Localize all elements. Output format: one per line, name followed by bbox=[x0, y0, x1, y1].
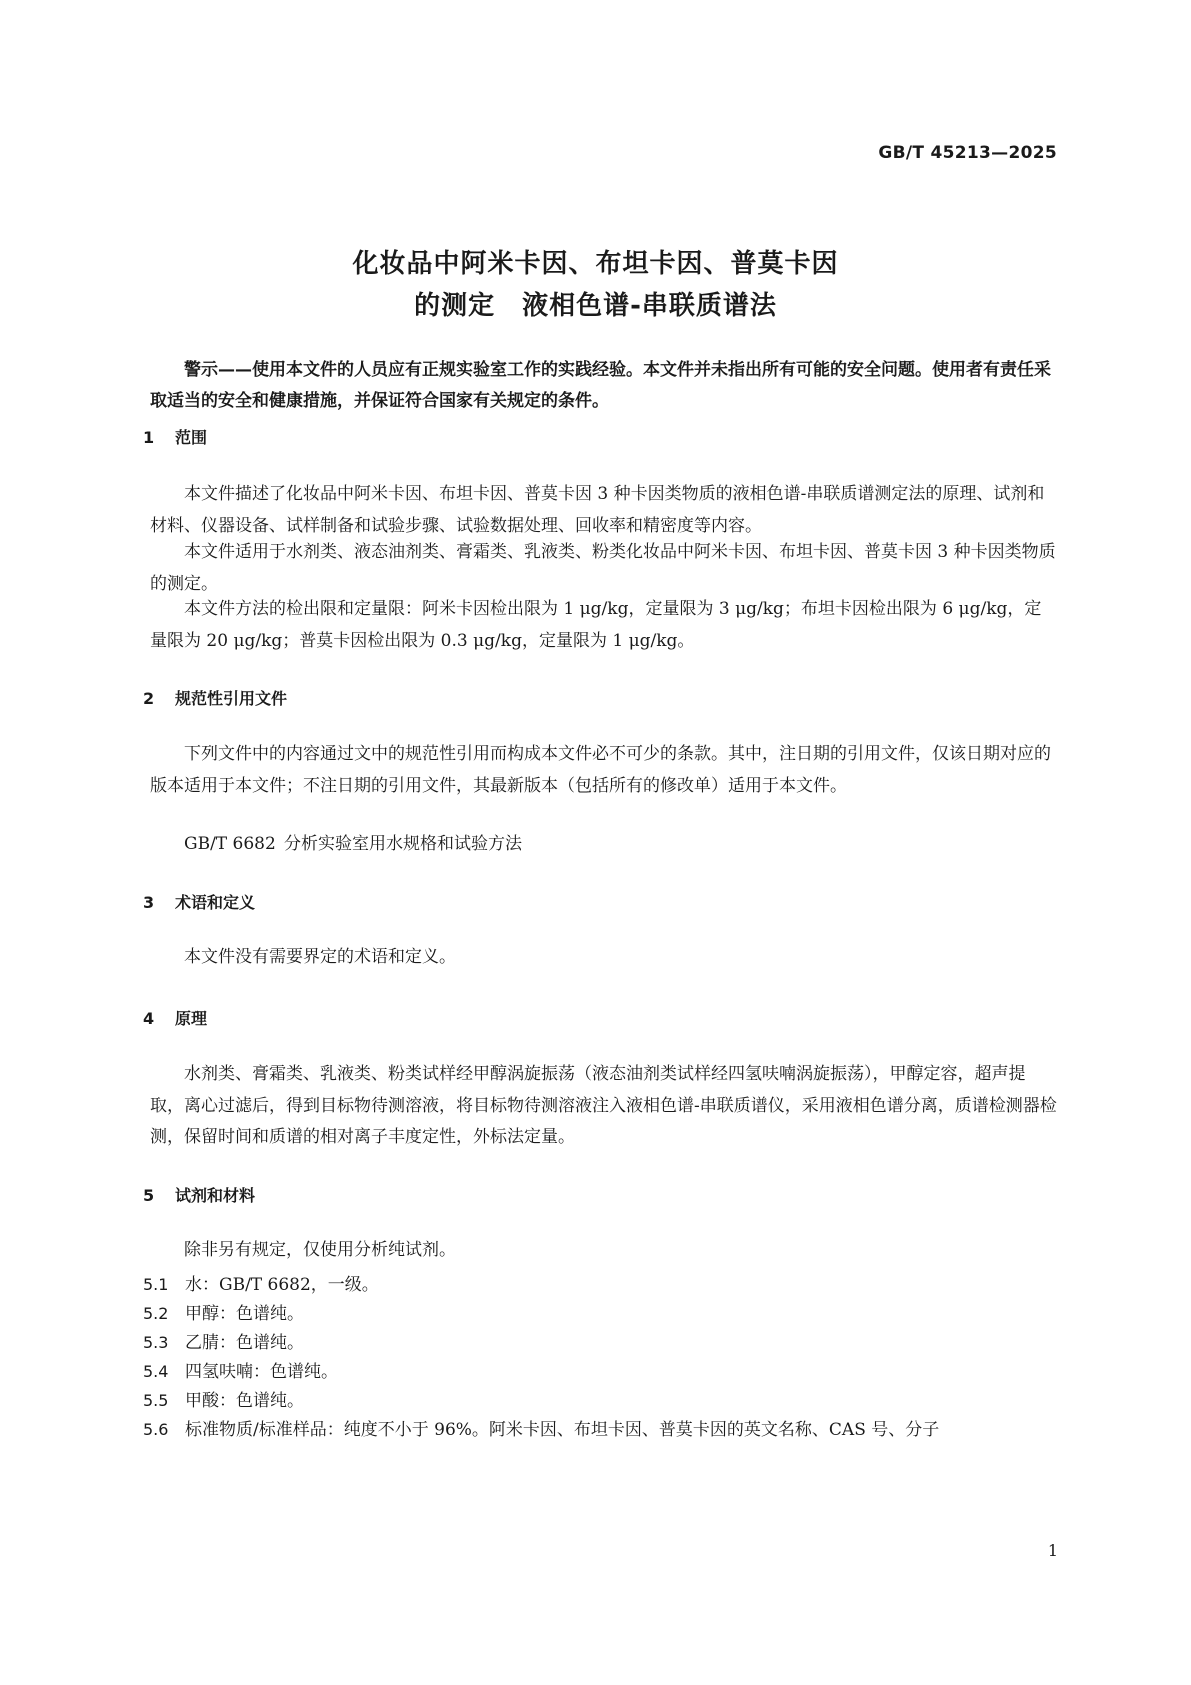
item-number: 5.5 bbox=[143, 1391, 169, 1410]
warning-paragraph: 警示——使用本文件的人员应有正规实验室工作的实践经验。本文件并未指出所有可能的安全问题。使用者有责任采取适当的安全和健康措施，并保证符合国家有关规定的条件。 bbox=[150, 360, 1051, 411]
section-2-heading bbox=[143, 686, 287, 709]
item-number: 5.6 bbox=[143, 1420, 169, 1439]
reagents-intro-paragraph: 除非另有规定，仅使用分析纯试剂。 bbox=[184, 1240, 456, 1260]
standard-code: GB/T 45213—2025 bbox=[878, 143, 1057, 163]
principle-paragraph: 水剂类、膏霜类、乳液类、粉类试样经甲醇涡旋振荡（液态油剂类试样经四氢呋喃涡旋振荡），甲醇定容，超声提取，离心过滤后，得到目标物待测溶液，将目标物待测溶液注入液相色谱-串联质谱仪，采用液相色谱分离，质谱检测器检测，保留时间和质谱的相对离子丰度定性，外标法定量。 bbox=[150, 1064, 1057, 1147]
reagent-item bbox=[143, 1357, 338, 1382]
section-title: 试剂和材料 bbox=[175, 1186, 256, 1205]
item-number: 5.3 bbox=[143, 1333, 169, 1352]
reference-title: 分析实验室用水规格和试验方法 bbox=[284, 834, 522, 854]
section-number: 3 bbox=[143, 893, 155, 912]
item-number: 5.4 bbox=[143, 1362, 169, 1381]
reagent-item bbox=[143, 1299, 304, 1324]
section-title: 规范性引用文件 bbox=[175, 689, 288, 708]
item-text: 标准物质/标准样品：纯度不小于 96%。阿米卡因、布坦卡因、普莫卡因的英文名称、CAS 号、分子 bbox=[185, 1420, 940, 1440]
scope-paragraph-3: 本文件方法的检出限和定量限：阿米卡因检出限为 1 μg/kg，定量限为 3 μg/kg；布坦卡因检出限为 6 μg/kg，定量限为 20 μg/kg；普莫卡因检出限为 0.3 μg/kg，定量限为 1 μg/kg。 bbox=[150, 599, 1042, 651]
item-text: 甲酸：色谱纯。 bbox=[185, 1391, 304, 1411]
item-text: 四氢呋喃：色谱纯。 bbox=[185, 1362, 338, 1382]
item-number: 5.2 bbox=[143, 1304, 169, 1323]
reagent-item bbox=[143, 1386, 304, 1411]
item-text: 甲醇：色谱纯。 bbox=[185, 1304, 304, 1324]
reagent-item bbox=[143, 1270, 379, 1295]
section-number: 1 bbox=[143, 428, 155, 447]
scope-paragraph-1: 本文件描述了化妆品中阿米卡因、布坦卡因、普莫卡因 3 种卡因类物质的液相色谱-串联质谱测定法的原理、试剂和材料、仪器设备、试样制备和试验步骤、试验数据处理、回收率和精密度等内容。 bbox=[150, 484, 1045, 536]
item-number: 5.1 bbox=[143, 1275, 169, 1294]
section-number: 2 bbox=[143, 689, 155, 708]
reference-code: GB/T 6682 bbox=[184, 834, 276, 854]
normative-references-paragraph: 下列文件中的内容通过文中的规范性引用而构成本文件必不可少的条款。其中，注日期的引用文件，仅该日期对应的版本适用于本文件；不注日期的引用文件，其最新版本（包括所有的修改单）适用于本文件。 bbox=[150, 744, 1051, 796]
section-number: 5 bbox=[143, 1186, 155, 1205]
section-number: 4 bbox=[143, 1009, 155, 1028]
item-text: 水：GB/T 6682，一级。 bbox=[185, 1275, 379, 1295]
page-number: 1 bbox=[1047, 1541, 1058, 1560]
section-3-heading bbox=[143, 890, 255, 913]
scope-paragraph-2: 本文件适用于水剂类、液态油剂类、膏霜类、乳液类、粉类化妆品中阿米卡因、布坦卡因、普莫卡因 3 种卡因类物质的测定。 bbox=[150, 542, 1056, 594]
section-title: 原理 bbox=[175, 1009, 208, 1028]
document-title-line-2: 的测定 液相色谱-串联质谱法 bbox=[414, 291, 777, 321]
item-text: 乙腈：色谱纯。 bbox=[185, 1333, 304, 1353]
section-4-heading bbox=[143, 1006, 207, 1029]
reference-entry bbox=[184, 829, 522, 854]
reagent-item bbox=[143, 1415, 939, 1440]
document-title-line-1: 化妆品中阿米卡因、布坦卡因、普莫卡因 bbox=[352, 249, 839, 279]
section-title: 术语和定义 bbox=[175, 893, 256, 912]
section-5-heading bbox=[143, 1183, 255, 1206]
reagent-item bbox=[143, 1328, 304, 1353]
terms-paragraph: 本文件没有需要界定的术语和定义。 bbox=[184, 947, 456, 967]
section-title: 范围 bbox=[175, 428, 208, 447]
section-1-heading bbox=[143, 425, 207, 448]
